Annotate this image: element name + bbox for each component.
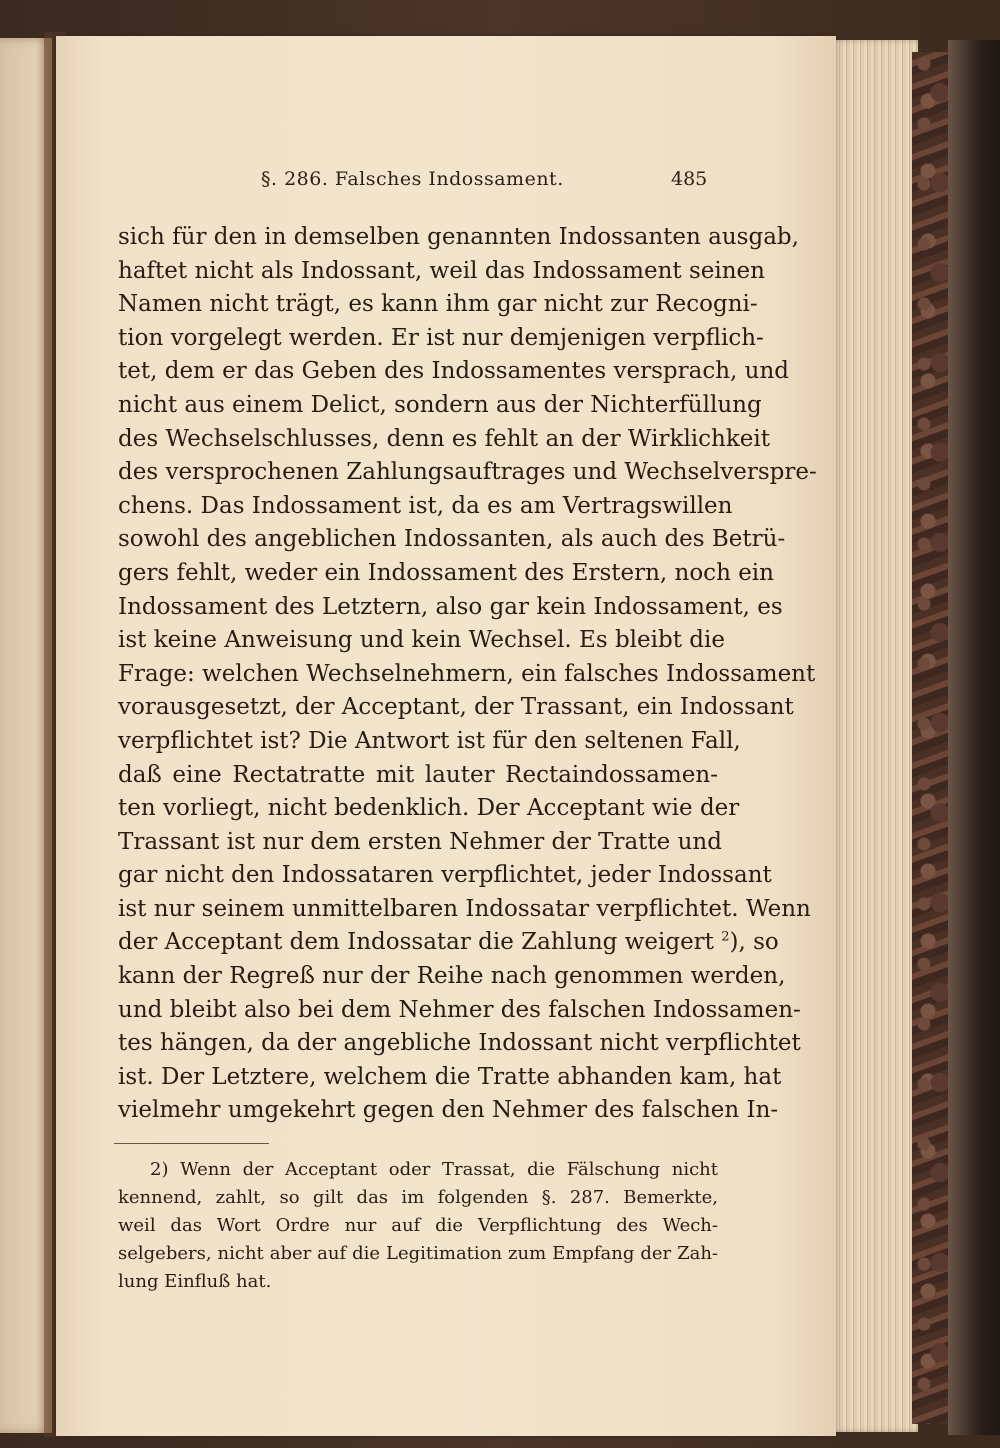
text-line: ist keine Anweisung und kein Wechsel. Es bleibt die (118, 627, 725, 654)
text-line: und bleibt also bei dem Nehmer des falschen Indossamen- (118, 996, 801, 1023)
text-line: tet, dem er das Geben des Indossamentes versprach, und (118, 358, 790, 385)
page-number: 485 (671, 168, 708, 190)
text-line: kann der Regreß nur der Reihe nach genommen werden, (118, 963, 786, 990)
text-line: gers fehlt, weder ein Indossament des Erstern, noch ein (118, 559, 774, 586)
footnote-line: selgebers, nicht aber auf die Legitimation zum Empfang der Zah- (118, 1243, 718, 1264)
cover-edge (948, 40, 1000, 1435)
footnote-rule (114, 1143, 269, 1144)
text-line: Indossament des Letztern, also gar kein Indossament, es (118, 593, 783, 620)
text-line-with-footnote-ref (118, 926, 779, 960)
text-line: vielmehr umgekehrt gegen den Nehmer des falschen In- (118, 1097, 779, 1124)
text-line: sowohl des angeblichen Indossanten, als auch des Betrü- (118, 526, 786, 553)
footnote (118, 1156, 718, 1296)
text-line: ten vorliegt, nicht bedenklich. Der Acceptant wie der (118, 795, 740, 822)
text-line: vorausgesetzt, der Acceptant, der Trassant, ein Indossant (118, 694, 794, 721)
marbled-cover-board (912, 52, 952, 1424)
text-line: ist nur seinem unmittelbaren Indossatar verpflichtet. Wenn (118, 895, 811, 922)
text-line: des Wechselschlusses, denn es fehlt an der Wirklichkeit (118, 425, 770, 452)
page-edges (822, 40, 918, 1432)
text-line: tion vorgelegt werden. Er ist nur demjenigen verpflich- (118, 324, 764, 351)
text-line: daß eine Rectatratte mit lauter Rectaindossamen- (118, 761, 718, 788)
text-line: Namen nicht trägt, es kann ihm gar nicht zur Recogni- (118, 291, 758, 318)
text-line: gar nicht den Indossataren verpflichtet, jeder Indossant (118, 862, 772, 889)
running-head: §. 286. Falsches Indossament. (261, 168, 564, 190)
text-line: verpflichtet ist? Die Antwort ist für den seltenen Fall, (118, 727, 741, 754)
footnote-line: weil das Wort Ordre nur auf die Verpflichtung des Wech- (118, 1215, 718, 1236)
text-line: sich für den in demselben genannten Indossanten ausgab, (118, 224, 799, 250)
text-line: Frage: welchen Wechselnehmern, ein falsches Indossament (118, 660, 816, 687)
footnote-line: lung Einfluß hat. (118, 1271, 272, 1292)
body-text (118, 221, 817, 1128)
book-page (56, 36, 836, 1436)
text-line: chens. Das Indossament ist, da es am Vertragswillen (118, 492, 733, 519)
text-line: des versprochenen Zahlungsauftrages und Wechselverspre- (118, 459, 817, 486)
footnote-marker: 2 (721, 929, 730, 945)
text-fragment: der Acceptant dem Indossatar die Zahlung weigert (118, 929, 714, 956)
text-line: haftet nicht als Indossant, weil das Indossament seinen (118, 257, 765, 284)
text-line: ist. Der Letztere, welchem die Tratte abhanden kam, hat (118, 1063, 782, 1090)
page-header (56, 166, 836, 196)
text-line: Trassant ist nur dem ersten Nehmer der Tratte und (118, 828, 722, 855)
text-line: tes hängen, da der angebliche Indossant nicht verpflichtet (118, 1030, 801, 1057)
footnote-line: kennend, zahlt, so gilt das im folgenden §. 287. Bemerkte, (118, 1187, 718, 1208)
text-fragment: ), so (729, 929, 779, 956)
text-line: nicht aus einem Delict, sondern aus der Nichterfüllung (118, 391, 762, 418)
footnote-line: 2) Wenn der Acceptant oder Trassat, die Fälschung nicht (150, 1159, 718, 1180)
